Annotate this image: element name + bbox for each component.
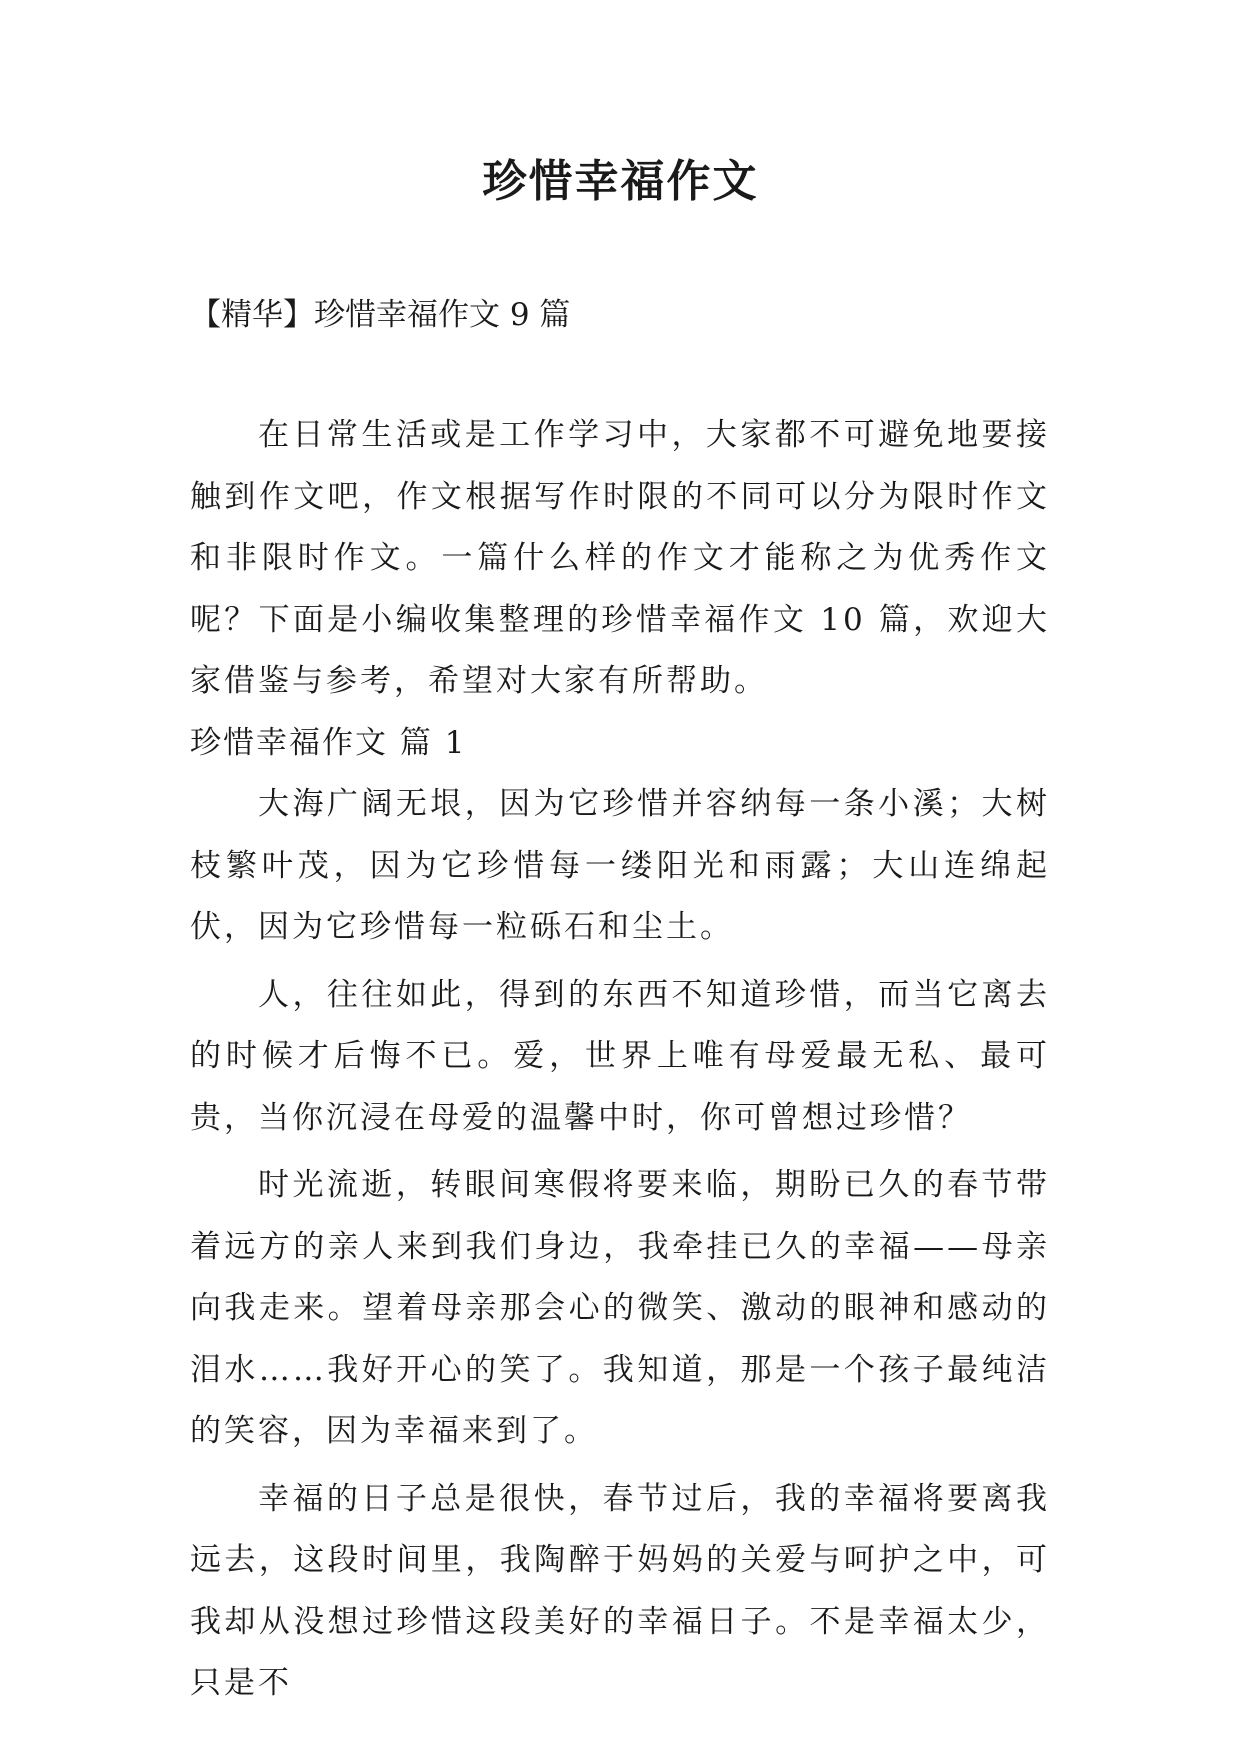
document-title: 珍惜幸福作文 [482, 156, 759, 207]
body-paragraph: 大海广阔无垠，因为它珍惜并容纳每一条小溪；大树枝繁叶茂，因为它珍惜每一缕阳光和雨露；大山连绵起伏，因为它珍惜每一粒砾石和尘土。 [190, 786, 1050, 945]
body-paragraph: 人，往往如此，得到的东西不知道珍惜，而当它离去的时候才后悔不已。爱，世界上唯有母爱最无私、最可贵，当你沉浸在母爱的温馨中时，你可曾想过珍惜？ [190, 976, 1050, 1136]
document-subtitle: 【精华】珍惜幸福作文 9 篇 [190, 297, 571, 333]
body-paragraph: 幸福的日子总是很快，春节过后，我的幸福将要离我远去，这段时间里，我陶醉于妈妈的关爱与呵护之中，可我却从没想过珍惜这段美好的幸福日子。不是幸福太少，只是不 [190, 1480, 1050, 1701]
body-paragraph: 时光流逝，转眼间寒假将要来临，期盼已久的春节带着远方的亲人来到我们身边，我牵挂已久的幸福——母亲向我走来。望着母亲那会心的微笑、激动的眼神和感动的泪水……我好开心的笑了。我知道，那是一个孩子最纯洁的笑容，因为幸福来到了。 [190, 1167, 1050, 1449]
intro-paragraph: 在日常生活或是工作学习中，大家都不可避免地要接触到作文吧，作文根据写作时限的不同可以分为限时作文和非限时作文。一篇什么样的作文才能称之为优秀作文呢？下面是小编收集整理的珍惜幸福作文 10 篇，欢迎大家借鉴与参考，希望对大家有所帮助。 [190, 417, 1050, 699]
document-body [190, 405, 1050, 1715]
section-heading: 珍惜幸福作文 篇 1 [190, 724, 467, 761]
